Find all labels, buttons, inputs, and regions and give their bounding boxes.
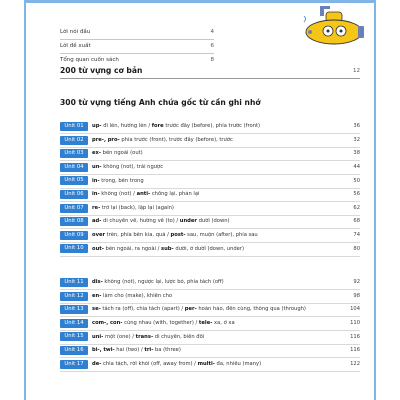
unit-description [92, 178, 342, 184]
unit-row[interactable] [60, 229, 360, 243]
unit-badge: Unit 10 [60, 244, 88, 253]
unit-row[interactable] [60, 215, 360, 229]
unit-meaning: xa, ở xa [212, 319, 235, 326]
unit-badge: Unit 08 [60, 217, 88, 226]
unit-root: in- [92, 191, 100, 198]
unit-description [92, 191, 342, 197]
unit-description [92, 334, 342, 340]
section-title[interactable]: 200 từ vựng cơ bản [60, 66, 143, 75]
unit-meaning: ba (three) [153, 347, 181, 354]
unit-description [92, 361, 342, 367]
unit-row[interactable] [60, 290, 360, 304]
unit-badge: Unit 14 [60, 319, 88, 328]
unit-meaning: trước đây (before), phía trước (front) [163, 123, 261, 130]
unit-root: uni- [92, 333, 104, 340]
unit-description [92, 137, 342, 143]
unit-meaning: di chuyển về, hướng về (to) / [101, 218, 180, 225]
unit-badge: Unit 09 [60, 231, 88, 240]
unit-root: trans- [135, 333, 154, 340]
unit-badge: Unit 17 [60, 360, 88, 369]
unit-row[interactable] [60, 174, 360, 188]
unit-root: re- [92, 204, 101, 211]
unit-description [92, 150, 342, 156]
unit-meaning: dưới (down) [196, 218, 230, 225]
unit-badge: Unit 11 [60, 278, 88, 287]
unit-row[interactable] [60, 134, 360, 148]
unit-badge: Unit 07 [60, 204, 88, 213]
unit-meaning: trở lại (back), lặp lại (again) [100, 204, 174, 211]
unit-meaning: không (not) / [99, 191, 137, 198]
section-title[interactable]: 300 từ vựng tiếng Anh chứa gốc từ cần ghi nhớ [60, 98, 261, 107]
unit-meaning: phía trước (front), trước đây (before), trước [119, 136, 233, 143]
unit-description [92, 164, 342, 170]
unit-row[interactable] [60, 147, 360, 161]
unit-root: out- [92, 245, 104, 252]
unit-meaning: không (not), ngược lại, lược bỏ, phía tách (off) [102, 279, 224, 286]
unit-root: ex- [92, 150, 102, 157]
unit-root: tri- [144, 347, 154, 354]
unit-description [92, 232, 342, 238]
toc-front-label: Lời đề xuất [60, 43, 91, 49]
section-rule [60, 78, 360, 79]
unit-meaning: di chuyển, biến đổi [153, 333, 205, 340]
unit-meaning: đa, nhiều (many) [214, 360, 262, 367]
unit-row[interactable] [60, 188, 360, 202]
unit-badge: Unit 02 [60, 136, 88, 145]
unit-root: bi-, twi- [92, 347, 115, 354]
unit-row[interactable] [60, 358, 360, 372]
unit-row[interactable] [60, 161, 360, 175]
unit-root: post- [170, 231, 186, 238]
unit-meaning: không (not), trái ngược [101, 163, 164, 170]
unit-badge: Unit 01 [60, 122, 88, 131]
unit-badge: Unit 04 [60, 163, 88, 172]
unit-meaning: bên ngoài, ra ngoài / [103, 245, 162, 252]
unit-page: 74 [353, 231, 360, 238]
toc-front-page: 8 [210, 57, 214, 63]
unit-root: se- [92, 306, 101, 313]
unit-page: 80 [353, 245, 360, 252]
unit-row[interactable] [60, 317, 360, 331]
unit-row[interactable] [60, 202, 360, 216]
unit-badge: Unit 06 [60, 190, 88, 199]
toc-front-label: Lời nói đầu [60, 29, 91, 35]
unit-page: 116 [350, 347, 360, 354]
unit-meaning: trong, bên trong [99, 177, 144, 184]
unit-root: per- [184, 306, 197, 313]
unit-root: ad- [92, 218, 102, 225]
unit-page: 122 [350, 360, 360, 367]
toc-front-page: 4 [210, 29, 214, 35]
unit-badge: Unit 15 [60, 332, 88, 341]
unit-row[interactable] [60, 120, 360, 134]
unit-page: 56 [353, 191, 360, 198]
unit-page: 68 [353, 218, 360, 225]
unit-root: over [92, 231, 106, 238]
unit-row[interactable] [60, 242, 360, 256]
unit-root: com-, con- [92, 319, 123, 326]
unit-meaning: hoàn hảo, đến cùng, thông qua (through) [196, 306, 306, 313]
unit-root: up- [92, 123, 102, 130]
unit-page: 62 [353, 204, 360, 211]
divider [60, 39, 214, 40]
unit-meaning: bên ngoài (out) [101, 150, 143, 157]
unit-root: en- [92, 292, 102, 299]
unit-root: anti- [136, 191, 151, 198]
unit-meaning: hai (two) / [114, 347, 145, 354]
unit-page: 98 [353, 292, 360, 299]
unit-badge: Unit 16 [60, 346, 88, 355]
unit-root: dis- [92, 279, 103, 286]
unit-root: de- [92, 360, 102, 367]
unit-page: 36 [353, 123, 360, 130]
unit-meaning: một (one) / [103, 333, 136, 340]
divider [60, 53, 214, 54]
unit-meaning: trên, phía bên kia, quá / [105, 231, 171, 238]
unit-badge: Unit 12 [60, 292, 88, 301]
toc-front-item[interactable] [60, 41, 214, 53]
unit-description [92, 306, 342, 312]
unit-root: sub- [161, 245, 174, 252]
unit-page: 110 [350, 319, 360, 326]
unit-badge: Unit 03 [60, 149, 88, 158]
unit-badge: Unit 05 [60, 176, 88, 185]
toc-front-item[interactable] [60, 27, 214, 39]
unit-description [92, 246, 342, 252]
unit-meaning: chống lại, phản lại [150, 191, 200, 198]
unit-meaning: sau, muộn (after), phía sau [185, 231, 258, 238]
unit-page: 38 [353, 150, 360, 157]
unit-description [92, 347, 342, 353]
unit-page: 44 [353, 163, 360, 170]
unit-badge: Unit 13 [60, 305, 88, 314]
unit-page: 50 [353, 177, 360, 184]
unit-meaning: làm cho (make), khiến cho [101, 292, 173, 299]
toc-front-page: 6 [210, 43, 214, 49]
unit-description [92, 320, 342, 326]
unit-root: fore [151, 123, 164, 130]
unit-description [92, 123, 342, 129]
unit-description [92, 279, 342, 285]
unit-row[interactable] [60, 303, 360, 317]
unit-row[interactable] [60, 344, 360, 358]
unit-root: under [179, 218, 197, 225]
unit-meaning: cùng nhau (with, together) / [122, 319, 199, 326]
unit-meaning: dưới, ở dưới (down, under) [173, 245, 245, 252]
unit-meaning: tách ra (off), chia tách (apart) / [100, 306, 185, 313]
unit-page: 116 [350, 333, 360, 340]
section-page: 12 [353, 68, 360, 74]
unit-meaning: chia tách, rời khỏi (off, away from) / [101, 360, 198, 367]
unit-root: tele- [198, 319, 213, 326]
toc-front-label: Tổng quan cuốn sách [60, 57, 119, 63]
unit-root: un- [92, 163, 102, 170]
unit-row[interactable] [60, 276, 360, 290]
unit-description [92, 293, 342, 299]
unit-root: in- [92, 177, 100, 184]
unit-page: 32 [353, 136, 360, 143]
unit-description [92, 205, 342, 211]
unit-page: 104 [350, 306, 360, 313]
unit-root: pre-, pro- [92, 136, 120, 143]
unit-row[interactable] [60, 330, 360, 344]
submarine-icon [298, 0, 370, 60]
unit-page: 92 [353, 279, 360, 286]
unit-description [92, 218, 342, 224]
unit-root: multi- [197, 360, 215, 367]
unit-meaning: đi lên, hướng lên / [101, 123, 152, 130]
